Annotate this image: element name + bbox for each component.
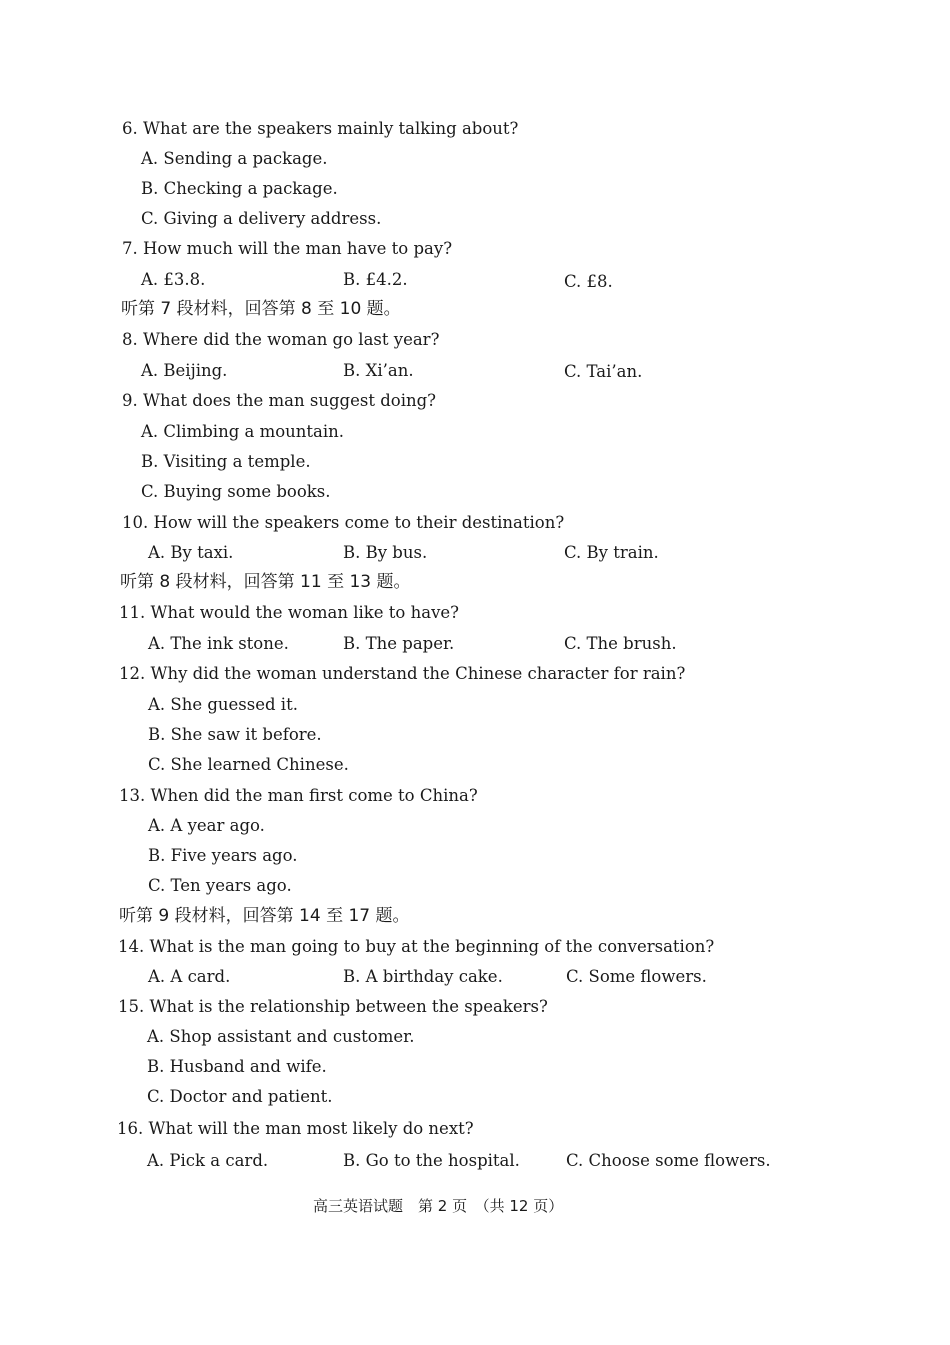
page-footer: 高三英语试题 第 2 页 （共 12 页） bbox=[313, 1197, 564, 1215]
question-7-option-c: C. £8. bbox=[564, 272, 613, 291]
question-12-option-b: B. She saw it before. bbox=[148, 725, 322, 744]
question-6-stem: 6. What are the speakers mainly talking about? bbox=[122, 119, 519, 138]
question-12-option-a: A. She guessed it. bbox=[148, 695, 298, 714]
question-12-option-c: C. She learned Chinese. bbox=[148, 755, 349, 774]
question-14-option-c: C. Some flowers. bbox=[566, 967, 707, 986]
section-8-instruction: 听第 8 段材料，回答第 11 至 13 题。 bbox=[120, 572, 411, 592]
question-6-option-a: A. Sending a package. bbox=[141, 149, 328, 168]
question-8-option-a: A. Beijing. bbox=[141, 361, 228, 380]
question-10-stem: 10. How will the speakers come to their destination? bbox=[122, 513, 565, 532]
question-14-option-b: B. A birthday cake. bbox=[343, 967, 503, 986]
question-8-stem: 8. Where did the woman go last year? bbox=[122, 330, 440, 349]
question-16-stem: 16. What will the man most likely do next? bbox=[117, 1119, 474, 1138]
question-15-option-a: A. Shop assistant and customer. bbox=[147, 1027, 415, 1046]
question-8-option-c: C. Tai’an. bbox=[564, 362, 643, 381]
question-16-option-b: B. Go to the hospital. bbox=[343, 1151, 520, 1170]
question-11-option-b: B. The paper. bbox=[343, 634, 455, 653]
question-13-option-c: C. Ten years ago. bbox=[148, 876, 292, 895]
question-7-option-b: B. £4.2. bbox=[343, 270, 408, 289]
question-9-option-c: C. Buying some books. bbox=[141, 482, 331, 501]
question-10-option-a: A. By taxi. bbox=[148, 543, 234, 562]
question-10-option-c: C. By train. bbox=[564, 543, 659, 562]
question-13-option-a: A. A year ago. bbox=[148, 816, 265, 835]
question-16-option-a: A. Pick a card. bbox=[147, 1151, 269, 1170]
question-8-option-b: B. Xi’an. bbox=[343, 361, 414, 380]
section-9-instruction: 听第 9 段材料，回答第 14 至 17 题。 bbox=[119, 906, 410, 926]
question-6-option-b: B. Checking a package. bbox=[141, 179, 338, 198]
question-11-stem: 11. What would the woman like to have? bbox=[119, 603, 459, 622]
question-16-option-c: C. Choose some flowers. bbox=[566, 1151, 771, 1170]
question-15-option-c: C. Doctor and patient. bbox=[147, 1087, 333, 1106]
section-7-instruction: 听第 7 段材料，回答第 8 至 10 题。 bbox=[121, 299, 401, 319]
question-7-stem: 7. How much will the man have to pay? bbox=[122, 239, 453, 258]
question-13-option-b: B. Five years ago. bbox=[148, 846, 298, 865]
question-14-option-a: A. A card. bbox=[148, 967, 231, 986]
question-15-stem: 15. What is the relationship between the speakers? bbox=[118, 997, 548, 1016]
question-9-option-b: B. Visiting a temple. bbox=[141, 452, 311, 471]
question-9-option-a: A. Climbing a mountain. bbox=[141, 422, 345, 441]
question-13-stem: 13. When did the man first come to China? bbox=[119, 786, 478, 805]
question-11-option-a: A. The ink stone. bbox=[148, 634, 289, 653]
question-7-option-a: A. £3.8. bbox=[141, 270, 206, 289]
question-6-option-c: C. Giving a delivery address. bbox=[141, 209, 382, 228]
question-14-stem: 14. What is the man going to buy at the beginning of the conversation? bbox=[118, 937, 715, 956]
question-15-option-b: B. Husband and wife. bbox=[147, 1057, 327, 1076]
question-11-option-c: C. The brush. bbox=[564, 634, 677, 653]
question-9-stem: 9. What does the man suggest doing? bbox=[122, 391, 437, 410]
question-10-option-b: B. By bus. bbox=[343, 543, 428, 562]
question-12-stem: 12. Why did the woman understand the Chinese character for rain? bbox=[119, 664, 686, 683]
